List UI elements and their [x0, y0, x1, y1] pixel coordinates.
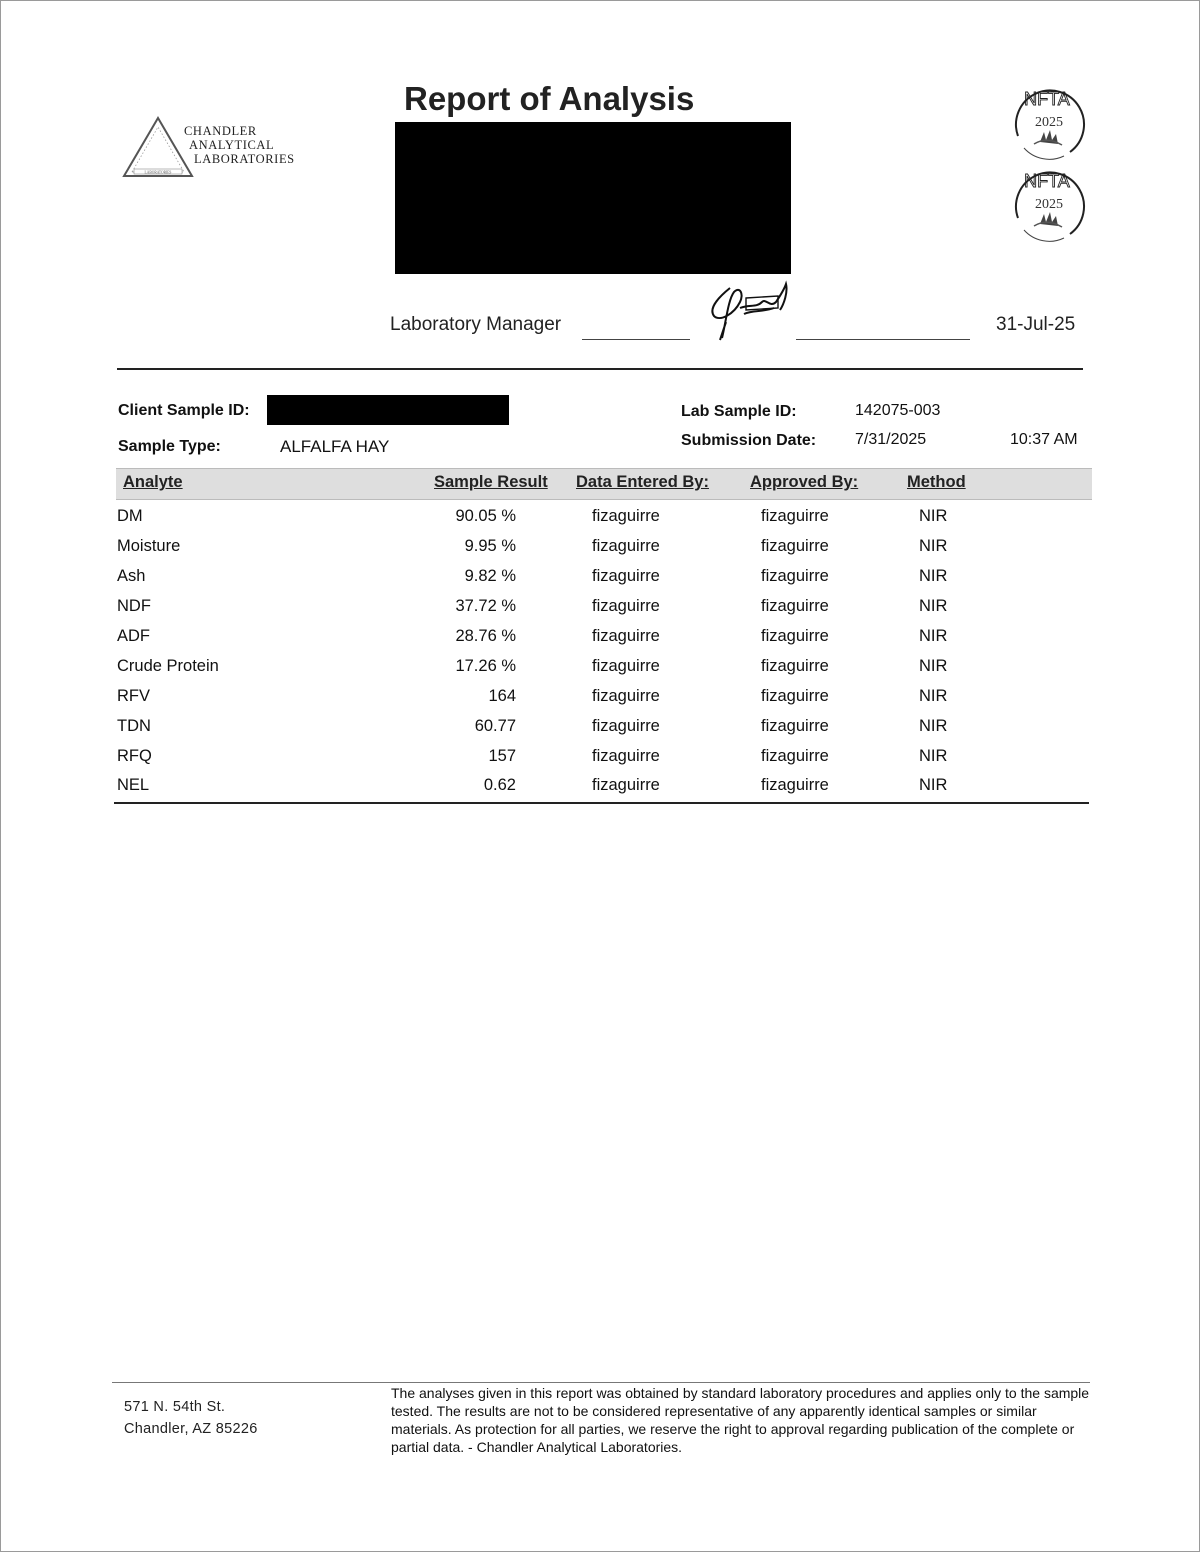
logo-line-3: LABORATORIES	[194, 152, 295, 166]
cell-data-entered-by: fizaguirre	[592, 537, 660, 555]
cell-data-entered-by: fizaguirre	[592, 717, 660, 735]
table-row	[116, 657, 1092, 687]
lab-address	[124, 1396, 258, 1440]
cell-data-entered-by: fizaguirre	[592, 507, 660, 525]
client-sample-id-label: Client Sample ID:	[118, 402, 250, 419]
nfta-seal-icon	[1004, 78, 1090, 164]
submission-date-value: 7/31/2025	[855, 431, 927, 448]
cell-data-entered-by: fizaguirre	[592, 776, 660, 794]
submission-date-label: Submission Date:	[681, 432, 817, 449]
date-line	[796, 339, 970, 340]
cell-sample-result: 17.26 %	[455, 657, 516, 675]
laboratory-manager-label: Laboratory Manager	[390, 314, 562, 335]
cell-sample-result: 157	[488, 747, 516, 765]
cell-sample-result: 90.05 %	[455, 507, 516, 525]
address-line-2: Chandler, AZ 85226	[124, 1421, 258, 1437]
signature-line	[582, 339, 690, 340]
results-table-header	[116, 468, 1092, 500]
header-data-entered-by: Data Entered By:	[576, 473, 709, 491]
signature-image	[700, 278, 796, 342]
report-title: Report of Analysis	[404, 80, 695, 117]
sample-type-label: Sample Type:	[118, 438, 221, 455]
cell-data-entered-by: fizaguirre	[592, 747, 660, 765]
cell-approved-by: fizaguirre	[761, 597, 829, 615]
table-row	[116, 507, 1092, 537]
cell-data-entered-by: fizaguirre	[592, 657, 660, 675]
cell-sample-result: 9.82 %	[464, 567, 516, 585]
header-divider	[117, 368, 1083, 370]
table-row	[116, 717, 1092, 747]
seal-top-text: NFTA	[1024, 171, 1070, 191]
cell-method: NIR	[919, 537, 948, 555]
cell-analyte: ADF	[117, 627, 150, 645]
cell-approved-by: fizaguirre	[761, 567, 829, 585]
submission-time-value: 10:37 AM	[1010, 431, 1078, 448]
redacted-client-block	[395, 122, 791, 274]
cell-sample-result: 0.62	[483, 776, 516, 794]
cell-method: NIR	[919, 776, 948, 794]
seal-top-text: NFTA	[1024, 89, 1070, 109]
table-row	[116, 597, 1092, 627]
cell-data-entered-by: fizaguirre	[592, 627, 660, 645]
logo-triangle-text: LABORATORIES	[144, 170, 172, 175]
cell-method: NIR	[919, 567, 948, 585]
cell-method: NIR	[919, 687, 948, 705]
table-row	[116, 567, 1092, 597]
seal-year-text: 2025	[1035, 197, 1063, 212]
cell-method: NIR	[919, 717, 948, 735]
table-row	[116, 747, 1092, 777]
disclaimer-text: The analyses given in this report was obtained by standard laboratory procedures and applies only to the sample tested. The results are not to be considered representative of any apparently identical samples or similar materials. As protection for all parties, we reserve the right to approval regarding publication of the complete or partial data. - Chandler Analytical Laboratories.	[391, 1385, 1090, 1455]
cell-analyte: RFQ	[117, 747, 152, 765]
table-row	[116, 687, 1092, 717]
cell-analyte: RFV	[117, 687, 150, 705]
cell-approved-by: fizaguirre	[761, 687, 829, 705]
sample-type-value: ALFALFA HAY	[280, 437, 390, 456]
cell-sample-result: 37.72 %	[455, 597, 516, 615]
lab-sample-id-value: 142075-003	[855, 402, 941, 419]
cell-sample-result: 60.77	[474, 717, 516, 735]
cell-method: NIR	[919, 627, 948, 645]
lab-sample-id-label: Lab Sample ID:	[681, 403, 797, 420]
cell-analyte: Ash	[117, 567, 146, 585]
cell-method: NIR	[919, 657, 948, 675]
cell-data-entered-by: fizaguirre	[592, 597, 660, 615]
cell-approved-by: fizaguirre	[761, 627, 829, 645]
cell-approved-by: fizaguirre	[761, 717, 829, 735]
cell-approved-by: fizaguirre	[761, 657, 829, 675]
cell-sample-result: 9.95 %	[464, 537, 516, 555]
cell-method: NIR	[919, 747, 948, 765]
cell-analyte: TDN	[117, 717, 151, 735]
cell-analyte: NEL	[117, 776, 150, 794]
header-method: Method	[907, 473, 966, 491]
lab-logo-text	[184, 124, 295, 166]
report-date: 31-Jul-25	[996, 314, 1076, 335]
cell-method: NIR	[919, 597, 948, 615]
cell-approved-by: fizaguirre	[761, 507, 829, 525]
cell-sample-result: 28.76 %	[455, 627, 516, 645]
cell-analyte: Moisture	[117, 537, 181, 555]
header-analyte: Analyte	[123, 473, 183, 491]
cell-data-entered-by: fizaguirre	[592, 567, 660, 585]
table-bottom-rule	[114, 802, 1089, 804]
cell-analyte: DM	[117, 507, 143, 525]
cell-approved-by: fizaguirre	[761, 776, 829, 794]
cell-sample-result: 164	[488, 687, 516, 705]
redacted-client-sample-id	[267, 395, 509, 425]
seal-year-text: 2025	[1035, 115, 1063, 130]
cell-analyte: Crude Protein	[117, 657, 219, 675]
cell-data-entered-by: fizaguirre	[592, 687, 660, 705]
footer-divider	[112, 1382, 1090, 1383]
logo-line-2: ANALYTICAL	[189, 138, 275, 152]
cell-method: NIR	[919, 507, 948, 525]
table-row	[116, 537, 1092, 567]
header-sample-result: Sample Result	[434, 473, 548, 491]
cell-analyte: NDF	[117, 597, 151, 615]
cell-approved-by: fizaguirre	[761, 537, 829, 555]
logo-line-1: CHANDLER	[184, 124, 257, 138]
cell-approved-by: fizaguirre	[761, 747, 829, 765]
nfta-seal-icon	[1004, 160, 1090, 246]
address-line-1: 571 N. 54th St.	[124, 1399, 226, 1415]
table-row	[116, 627, 1092, 657]
header-approved-by: Approved By:	[750, 473, 859, 491]
